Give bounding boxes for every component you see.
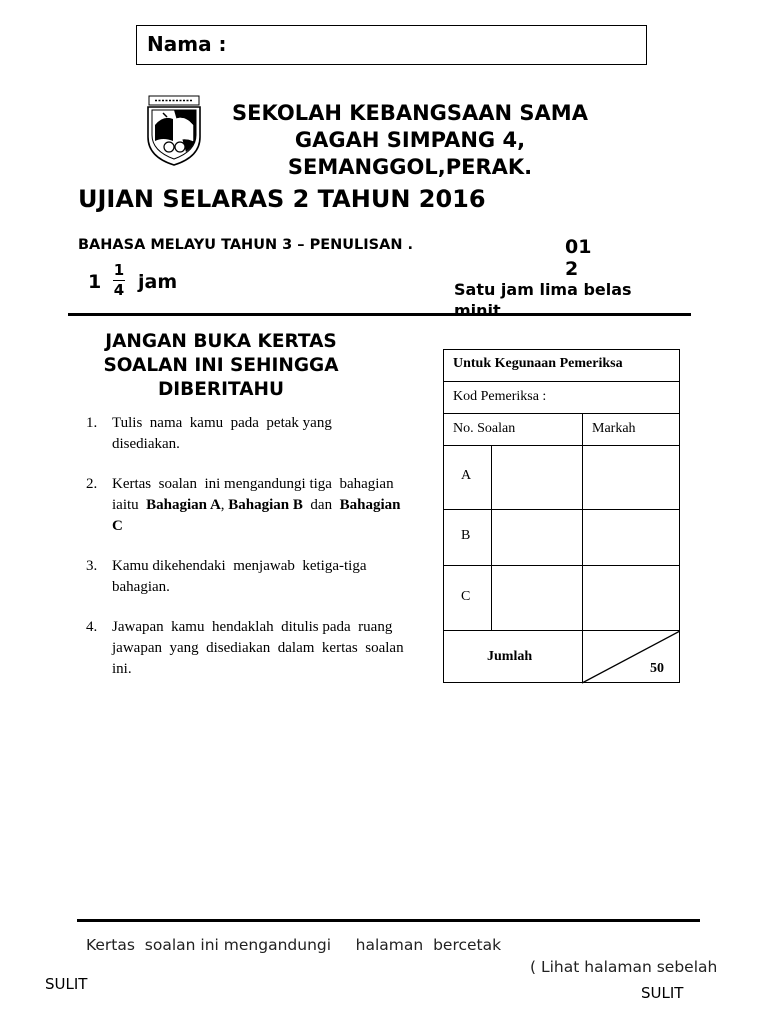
instruction-item [86,413,406,455]
instruction-segment: Kertas soalan ini mengandungi tiga bahagian iaitu [112,476,402,513]
next-page-note: ( Lihat halaman sebelah [530,958,718,976]
instruction-number: 4. [86,619,98,635]
section-label-c: C [461,589,471,604]
instruction-text [112,413,406,455]
paper-code-line: 2 [565,258,579,280]
marks-cell-a[interactable] [587,450,675,504]
marks-cell-b[interactable] [587,514,675,560]
examiner-code-label: Kod Pemeriksa : [453,389,547,404]
instruction-item [86,474,406,537]
instruction-item [86,556,406,598]
marks-cell-c[interactable] [587,570,675,626]
instruction-segment: Kamu dikehendaki menjawab ketiga-tiga bahagian. [112,558,374,595]
instruction-emphasis: Bahagian B [228,497,303,513]
warning-line: SOALAN INI SEHINGGA [103,355,339,376]
duration-in-words: Satu jam lima belas minit [454,280,632,320]
warning-notice [80,330,362,402]
warning-line: DIBERITAHU [157,379,285,400]
section-label-b: B [461,528,471,543]
answer-cell-a[interactable] [498,450,578,504]
confidential-label: SULIT [641,984,684,1002]
table-line [444,381,679,382]
instruction-text [112,556,406,598]
exam-title: UJIAN SELARAS 2 TAHUN 2016 [78,185,486,213]
instructions-list [86,413,412,699]
divider [77,919,700,922]
col-header-question: No. Soalan [453,421,516,436]
paper-code [565,236,605,280]
school-crest-icon [143,95,205,167]
confidential-label: SULIT [45,975,88,993]
duration-unit: jam [138,271,178,293]
table-line [444,413,679,414]
total-max-marks: 50 [650,661,664,676]
table-line [444,509,679,510]
duration-fraction [112,262,126,299]
table-line [444,565,679,566]
answer-cell-b[interactable] [498,514,578,560]
school-name [205,100,615,181]
instruction-text [112,474,406,537]
total-label: Jumlah [487,649,533,664]
instruction-segment: , [220,497,229,513]
answer-cell-c[interactable] [498,570,578,626]
warning-line: JANGAN BUKA KERTAS [105,331,337,352]
divider [68,313,691,316]
subject-title: BAHASA MELAYU TAHUN 3 – PENULISAN . [78,237,414,253]
instruction-number: 1. [86,415,98,431]
instruction-segment: Jawapan kamu hendaklah ditulis pada ruang jawapan yang disediakan dalam kertas soalan ini. [112,619,412,677]
instruction-text [112,617,412,680]
instruction-number: 2. [86,476,98,492]
school-name-line: SEKOLAH KEBANGSAAN SAMA [232,101,588,125]
instruction-emphasis: Bahagian C [112,497,405,534]
name-field[interactable] [136,25,647,65]
section-label-a: A [461,468,472,483]
duration-numerator: 1 [113,261,125,279]
duration-whole: 1 [88,271,102,293]
table-line [491,445,492,630]
name-label: Nama : [147,32,227,56]
paper-code-line: 01 [565,236,592,258]
instruction-item [86,617,412,680]
instruction-segment: Tulis nama kamu pada petak yang disediakan. [112,415,340,452]
table-header: Untuk Kegunaan Pemeriksa [453,356,623,371]
instruction-segment: dan [302,497,340,513]
col-header-marks: Markah [592,421,636,436]
marks-table [443,349,680,683]
school-name-line: SEMANGGOL,PERAK. [287,155,533,179]
instruction-number: 3. [86,558,98,574]
school-name-line: GAGAH SIMPANG 4, [294,128,526,152]
page-count-note: Kertas soalan ini mengandungi halaman bercetak [86,936,502,954]
total-diagonal [582,630,680,684]
table-line [444,445,679,446]
instruction-emphasis: Bahagian A [146,497,221,513]
duration-denominator: 4 [113,281,125,299]
